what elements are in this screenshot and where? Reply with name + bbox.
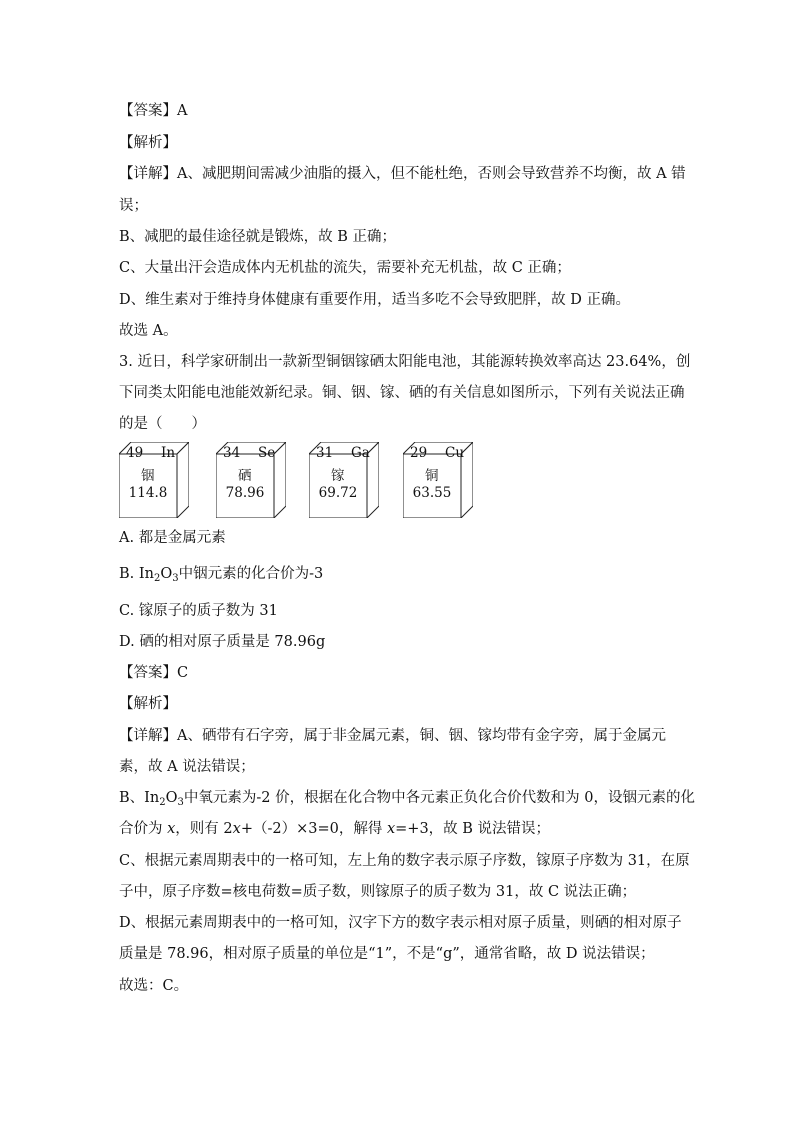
- explanation-b: 合价为 x，则有 2x+（-2）×3=0，解得 x=+3，故 B 说法错误；: [119, 821, 551, 837]
- element-tiles-figure: [119, 442, 499, 522]
- question-stem: 下同类太阳能电池能效新纪录。铜、铟、镓、硒的有关信息如图所示，下列有关说法正确: [119, 385, 685, 401]
- atomic-mass: 114.8: [128, 485, 168, 501]
- element-symbol: Cu: [445, 445, 465, 461]
- element-name: 镓: [331, 468, 345, 484]
- option-b-prefix: B.: [119, 566, 139, 582]
- explanation-b: B、减肥的最佳途径就是锻炼，故 B 正确；: [119, 229, 397, 245]
- option-c: C. 镓原子的质子数为 31: [119, 603, 278, 619]
- explanation-d: 质量是 78.96，相对原子质量的单位是“1”，不是“g”，通常省略，故 D 说法错误；: [119, 946, 655, 962]
- element-tile-in: [119, 442, 189, 518]
- element-symbol: Ga: [351, 445, 370, 461]
- option-b: [119, 564, 323, 584]
- atomic-number: 34: [223, 445, 241, 461]
- explanation-d: D、根据元素周期表中的一格可知，汉字下方的数字表示相对原子质量，则硒的相对原子: [119, 915, 682, 931]
- atomic-number: 49: [126, 445, 144, 461]
- conclusion-1: 故选 A。: [119, 323, 178, 339]
- element-tile-ga: [309, 442, 379, 518]
- option-d: D. 硒的相对原子质量是 78.96g: [119, 634, 326, 650]
- detail-line: 【详解】A、硒带有石字旁，属于非金属元素，铜、铟、镓均带有金字旁，属于金属元: [119, 728, 666, 744]
- element-name: 铟: [141, 468, 155, 484]
- option-a: A. 都是金属元素: [119, 530, 226, 546]
- detail-line: 误；: [119, 198, 148, 214]
- explanation-b: B、$In_2O_3$中氧元素为-2 价，根据在化合物中各元素正负化合价代数和为 0，设铟元素的化: [119, 790, 695, 808]
- element-symbol: In: [161, 445, 176, 461]
- question-stem: 的是（ ）: [119, 416, 206, 432]
- element-tile-se: [216, 442, 286, 518]
- conclusion-2: 故选：C。: [119, 978, 189, 994]
- detail-line: 素，故 A 说法错误；: [119, 759, 255, 775]
- question-stem: 3. 近日，科学家研制出一款新型铜铟镓硒太阳能电池，其能源转换效率高达 23.64%，创: [119, 354, 691, 370]
- detail-line: 【详解】A、减肥期间需减少油脂的摄入，但不能杜绝，否则会导致营养不均衡，故 A 错: [119, 166, 686, 182]
- atomic-mass: 63.55: [412, 485, 452, 501]
- formula-in2o3: $In_2O_3$: [144, 790, 184, 808]
- answer-label-1: 【答案】A: [119, 103, 188, 119]
- element-tile-cu: [403, 442, 473, 518]
- analysis-heading-1: 【解析】: [119, 135, 177, 151]
- explanation-c: 子中，原子序数=核电荷数=质子数，则镓原子的质子数为 31，故 C 说法正确；: [119, 884, 637, 900]
- element-name: 铜: [425, 468, 439, 484]
- element-symbol: Se: [258, 445, 276, 461]
- analysis-heading-2: 【解析】: [119, 696, 177, 712]
- element-name: 硒: [238, 468, 252, 484]
- explanation-c: C、根据元素周期表中的一格可知，左上角的数字表示原子序数，镓原子序数为 31，在原: [119, 853, 690, 869]
- atomic-mass: 69.72: [318, 485, 358, 501]
- atomic-number: 29: [410, 445, 428, 461]
- formula-in2o3: $In_2O_3$: [138, 566, 179, 584]
- atomic-mass: 78.96: [225, 485, 265, 501]
- option-b-text: 中铟元素的化合价为-3: [178, 566, 324, 582]
- atomic-number: 31: [316, 445, 334, 461]
- answer-label-2: 【答案】C: [119, 665, 189, 681]
- explanation-c: C、大量出汗会造成体内无机盐的流失，需要补充无机盐，故 C 正确；: [119, 260, 571, 276]
- explanation-d: D、维生素对于维持身体健康有重要作用，适当多吃不会导致肥胖，故 D 正确。: [119, 292, 630, 308]
